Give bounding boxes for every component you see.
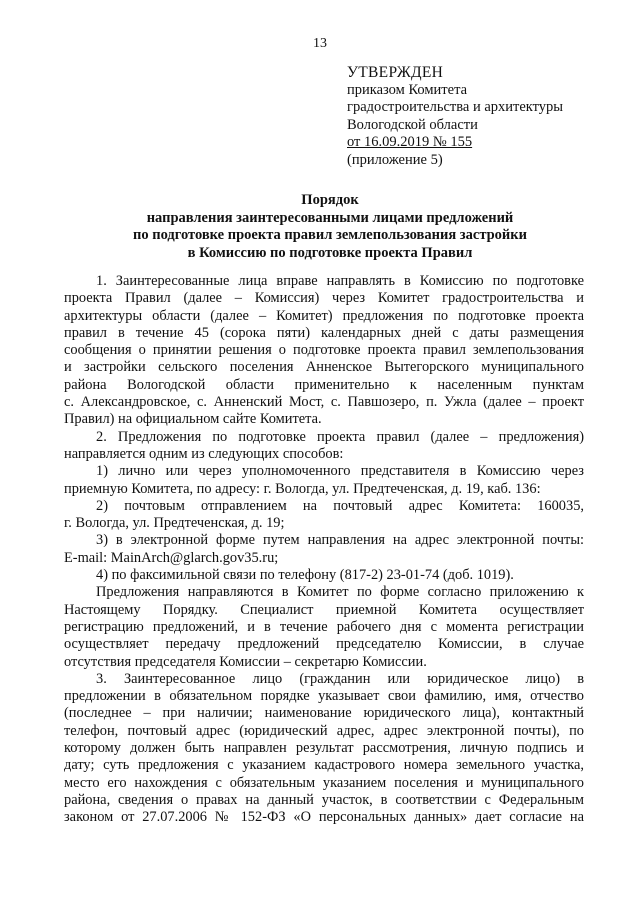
text-line: регистрацию предложений, и в течение рабочего дня с момента регистрации	[64, 618, 584, 635]
title-line: Порядок	[301, 192, 359, 208]
paragraph-1	[64, 273, 584, 429]
text-line: района Вологодской области применительно к населенным пунктам	[64, 376, 584, 393]
text-line: законом от 27.07.2006 № 152-ФЗ «О персональных данных» дает согласие на	[64, 809, 584, 826]
document-body	[64, 273, 584, 827]
text-line: г. Вологда, ул. Предтеченская, д. 19;	[64, 515, 285, 532]
text-line: (последнее – при наличии; наименование юридического лица), контактный	[64, 705, 584, 722]
paragraph-4	[64, 671, 584, 827]
method-4	[64, 567, 584, 584]
text-line: осуществляет передачу предложений председателю Комиссии, в случае	[64, 636, 584, 653]
text-line: направляется одним из следующих способов:	[64, 445, 344, 462]
text-line: проекта Правил (далее – Комиссия) через Комитет градостроительства и	[64, 290, 584, 307]
text-line: отсутствия председателя Комиссии – секретарю Комиссии.	[64, 653, 427, 670]
text-line: которому должен быть направлен результат рассмотрения, личную подпись и	[64, 740, 584, 757]
text-line: 1) лично или через уполномоченного представителя в Комиссию через	[96, 463, 584, 480]
method-1	[64, 463, 584, 498]
text-line: района, сведения о правах на данный участок, в соответствии с Федеральным	[64, 791, 584, 808]
text-line: и застройки сельского поселения Анненское Вытегорского муниципального	[64, 359, 584, 376]
method-3	[64, 532, 584, 567]
text-line: Предложения направляются в Комитет по форме согласно приложению к	[96, 584, 584, 601]
approval-line: градостроительства и архитектуры	[347, 99, 564, 115]
text-line: место его нахождения с обязательным указанием поселения и муниципального	[64, 774, 584, 791]
title-line: направления заинтересованными лицами предложений	[146, 209, 514, 226]
approval-block	[347, 64, 617, 169]
paragraph-3	[64, 584, 584, 670]
text-line: 2. Предложения по подготовке проекта правил (далее – предложения)	[96, 428, 584, 445]
text-line: архитектуры области (далее – Комитет) предложения по подготовке проекта	[64, 307, 584, 324]
approval-order-reference: от 16.09.2019 № 155	[347, 134, 473, 150]
approval-line: (приложение 5)	[347, 151, 443, 168]
text-line: правил в течение 45 (сорока пяти) календарных дней с даты размещения	[64, 324, 584, 341]
text-line: дату; суть предложения с указанием кадастрового номера земельного участка,	[64, 757, 584, 774]
document-title	[70, 192, 590, 262]
text-line: телефон, почтовый адрес (юридический адрес, адрес электронной почты), по	[64, 722, 584, 739]
approval-line: приказом Комитета	[347, 81, 468, 98]
text-line: 4) по факсимильной связи по телефону (817-2) 23-01-74 (доб. 1019).	[96, 567, 514, 584]
text-line: предложении в обязательном порядке указывает свои фамилию, имя, отчество	[64, 688, 584, 705]
approval-heading: УТВЕРЖДЕН	[347, 64, 444, 81]
text-line: 2) почтовым отправлением на почтовый адрес Комитета: 160035,	[96, 497, 584, 514]
text-line: сообщения о принятии решения о подготовке проекта правил землепользования	[64, 342, 584, 359]
title-line: по подготовке проекта правил землепользования застройки	[133, 227, 527, 243]
page-number: 13	[313, 36, 327, 51]
text-line: 1. Заинтересованные лица вправе направлять в Комиссию по подготовке	[96, 273, 584, 289]
method-2	[64, 498, 584, 533]
text-line: 3) в электронной форме путем направления на адрес электронной почты:	[96, 532, 584, 549]
paragraph-2	[64, 429, 584, 464]
text-line: Правил) на официальном сайте Комитета.	[64, 411, 322, 428]
approval-line: Вологодской области	[347, 116, 478, 133]
text-line: 3. Заинтересованное лицо (гражданин или юридическое лицо) в	[96, 670, 584, 687]
email-line: E-mail: MainArch@glarch.gov35.ru;	[64, 549, 279, 566]
text-line: приемную Комитета, по адресу: г. Вологда, ул. Предтеченская, д. 19, каб. 136:	[64, 480, 541, 497]
text-line: Настоящему Порядку. Специалист приемной Комитета осуществляет	[64, 601, 584, 618]
title-line: в Комиссию по подготовке проекта Правил	[187, 244, 473, 261]
text-line: с. Александровское, с. Анненский Мост, с. Павшозеро, п. Ужла (далее – проект	[64, 394, 584, 411]
